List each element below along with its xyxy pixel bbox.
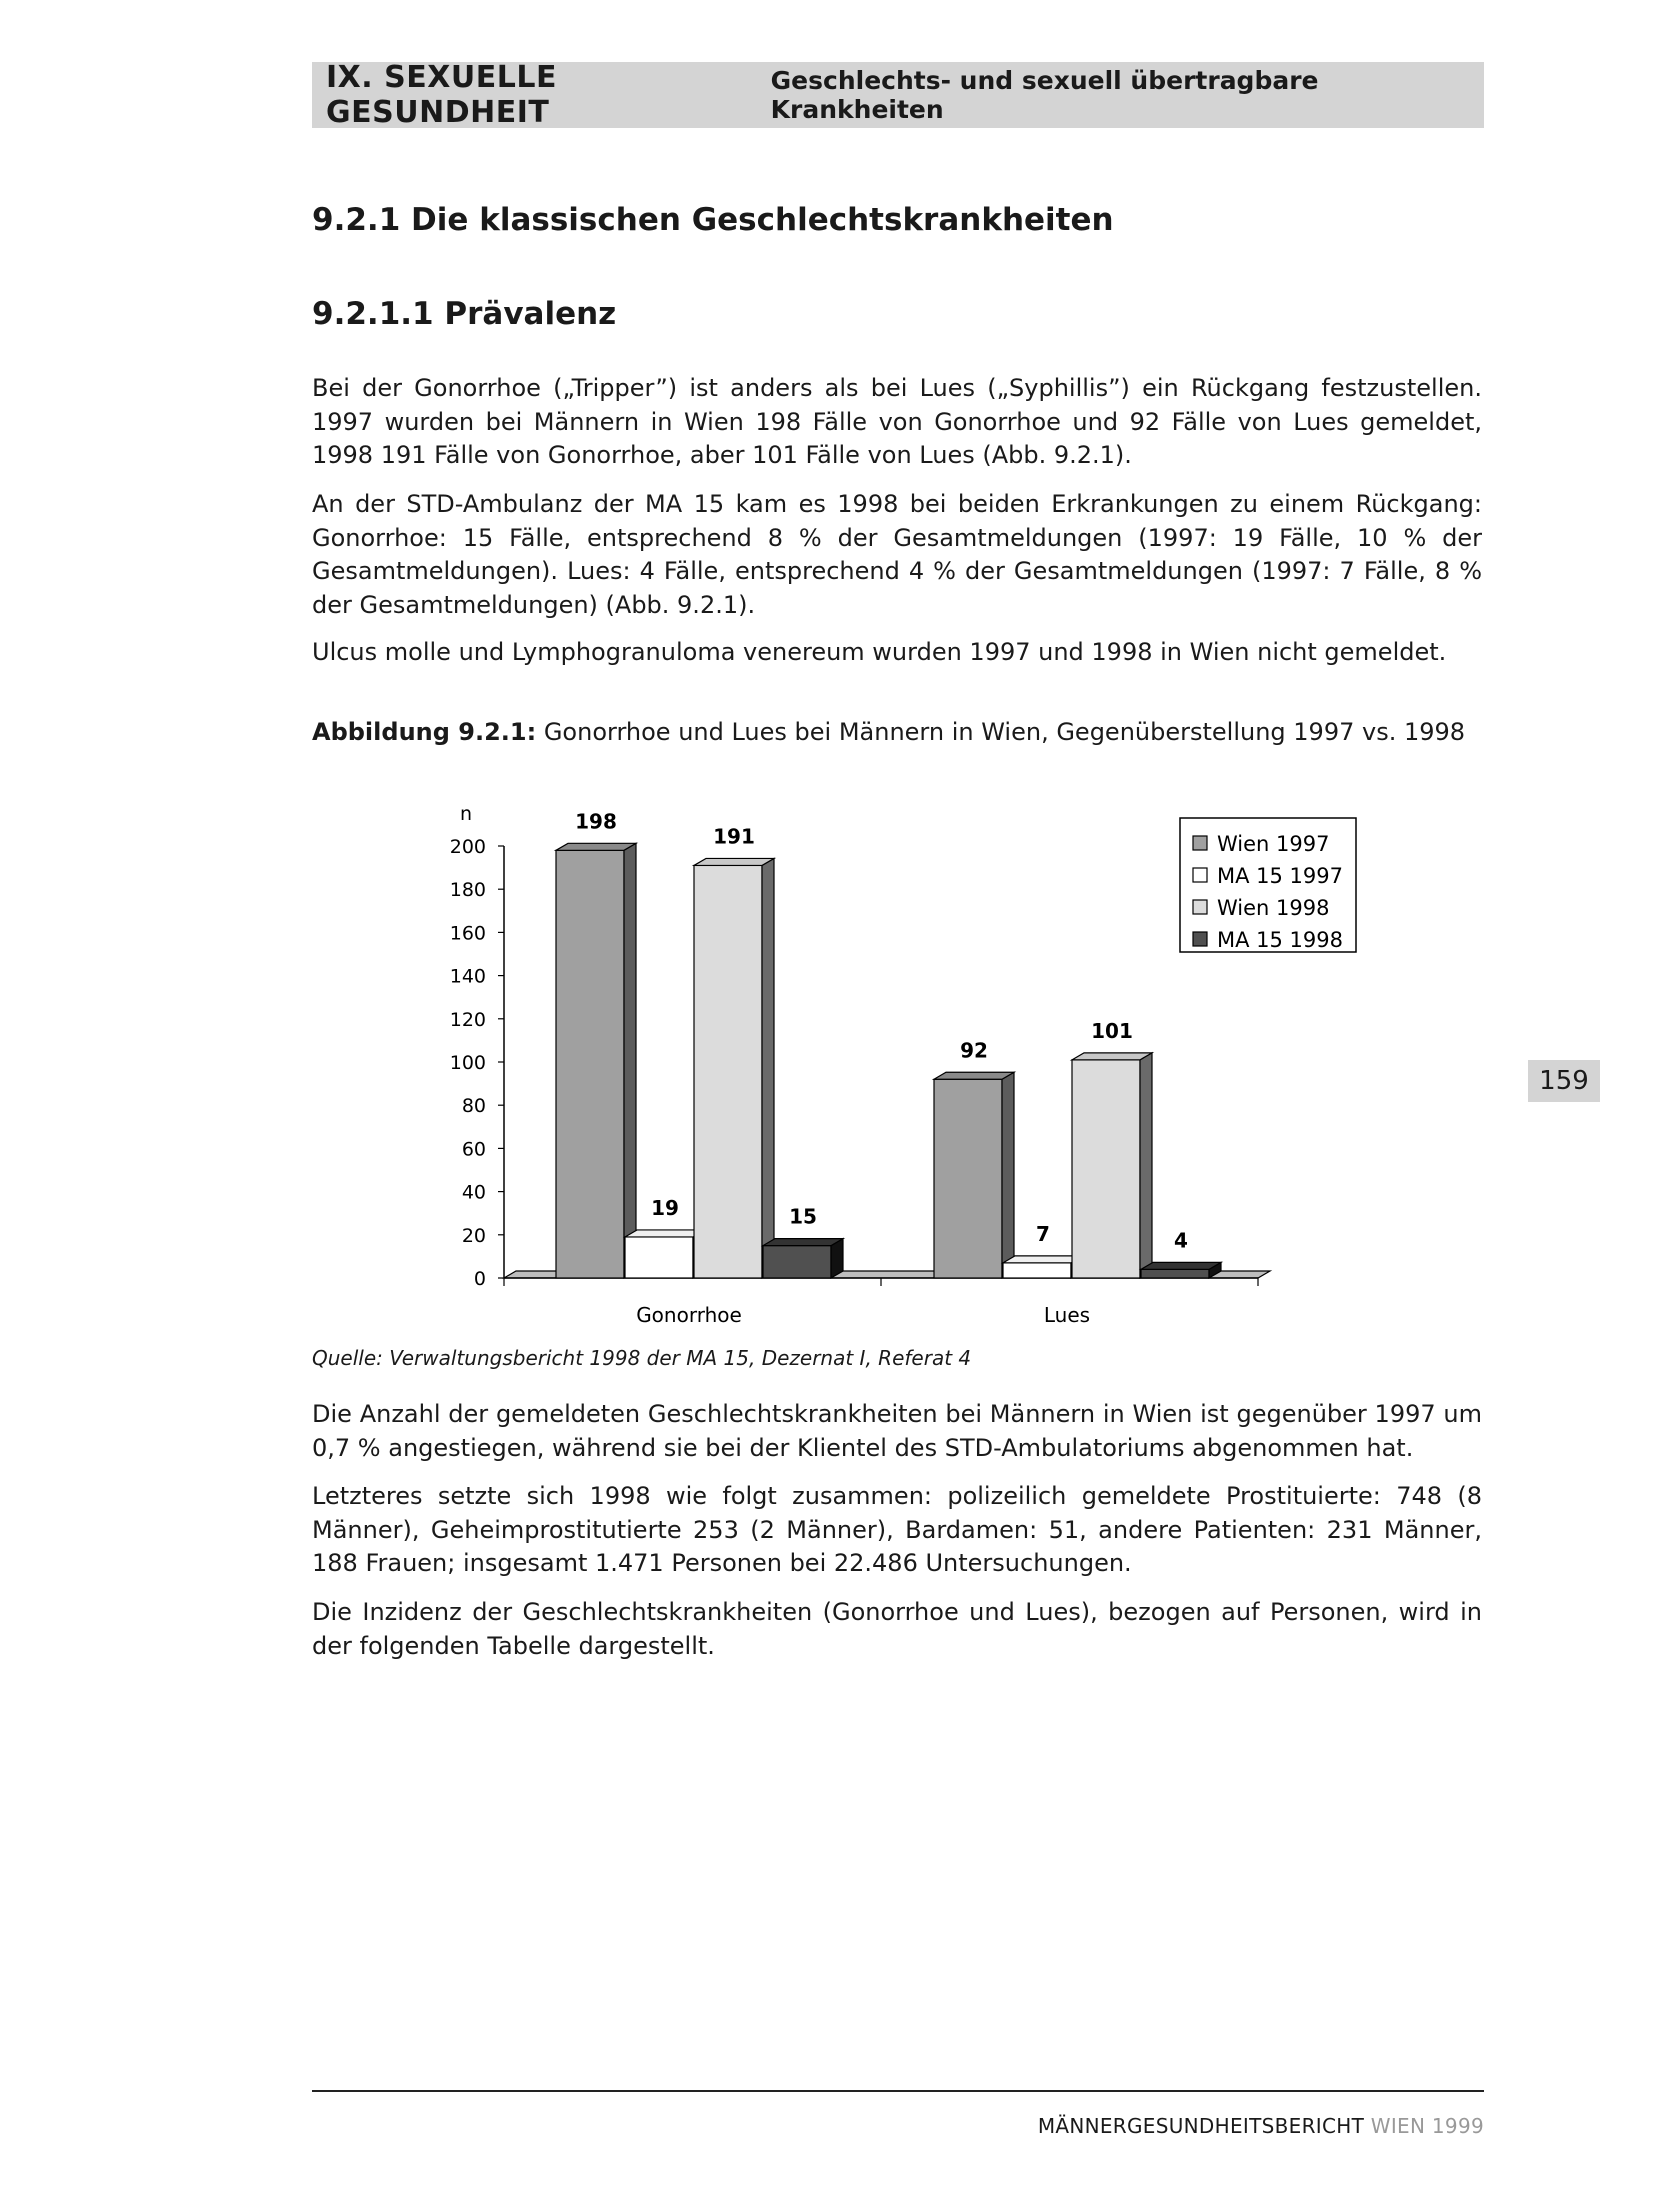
y-tick-label: 0	[473, 1268, 486, 1290]
y-tick-label: 60	[461, 1138, 486, 1161]
legend-swatch	[1193, 868, 1207, 882]
bar-top	[556, 843, 636, 850]
legend-swatch	[1193, 836, 1207, 850]
y-tick-label: 40	[461, 1181, 486, 1204]
paragraph-ulcus-molle: Ulcus molle und Lymphogranuloma venereum wurden 1997 und 1998 in Wien nicht gemeldet.	[312, 638, 1447, 666]
figure-label: Abbildung 9.2.1:	[312, 718, 537, 746]
legend-swatch	[1193, 900, 1207, 914]
figure-caption-text: Gonorrhoe und Lues bei Männern in Wien, Gegenüberstellung 1997 vs. 1998	[536, 718, 1466, 746]
bar	[625, 1237, 693, 1278]
paragraph-prevalence: Bei der Gonorrhoe („Tripper”) ist anders als bei Lues („Syphillis”) ein Rückgang festzustellen. 1997 wurden bei Männern in Wien 198 Fälle von Gonorrhoe und 92 Fälle von Lues gemeldet, 1998 191 Fälle von Gonorrhoe, aber 101 Fälle von Lues (Abb. 9.2.1).	[312, 374, 1482, 469]
legend-entry: MA 15 1998	[1217, 928, 1343, 952]
bar-top	[1003, 1256, 1083, 1263]
bar-data-label: 92	[960, 1038, 988, 1063]
legend-swatch	[1193, 932, 1207, 946]
footer-title: MÄNNERGESUNDHEITSBERICHT	[1037, 2114, 1365, 2138]
bar	[1072, 1060, 1140, 1278]
bar	[934, 1079, 1002, 1278]
bar-top	[694, 858, 774, 865]
bar-side	[1002, 1072, 1014, 1278]
bar-data-label: 15	[789, 1204, 817, 1229]
bar-top	[625, 1230, 705, 1237]
chapter-subtitle: Geschlechts- und sexuell übertragbare Krankheiten	[770, 66, 1319, 124]
bar	[763, 1246, 831, 1278]
paragraph-increase: Die Anzahl der gemeldeten Geschlechtskrankheiten bei Männern in Wien ist gegenüber 1997 um 0,7 % angestiegen, während sie bei der Klientel des STD-Ambulatoriums abgenommen hat.	[312, 1400, 1482, 1462]
paragraph-incidence: Die Inzidenz der Geschlechtskrankheiten (Gonorrhoe und Lues), bezogen auf Personen, wird in der folgenden Tabelle dargestellt.	[312, 1598, 1482, 1660]
page-number: 159	[1528, 1060, 1600, 1102]
y-tick-label: 140	[449, 965, 486, 988]
paragraph-composition: Letzteres setzte sich 1998 wie folgt zusammen: polizeilich gemeldete Prostituierte: 748 (8 Männer), Geheimprostitutierte 253 (2 Männer), Bardamen: 51, andere Patienten: 231 Männer, 188 Frauen; insgesamt 1.471 Personen bei 22.486 Untersuchungen.	[312, 1482, 1482, 1577]
bar-side	[1140, 1053, 1152, 1278]
footer	[1038, 2114, 1484, 2138]
bar-top	[1141, 1262, 1221, 1269]
bar-data-label: 7	[1036, 1221, 1050, 1246]
bar	[556, 850, 624, 1278]
bar-top	[1072, 1053, 1152, 1060]
chapter-title: IX. SEXUELLE GESUNDHEIT	[326, 60, 557, 130]
y-tick-label: 160	[449, 922, 486, 945]
figure-source: Quelle: Verwaltungsbericht 1998 der MA 15, Dezernat I, Referat 4	[312, 1346, 972, 1370]
y-tick-label: 180	[449, 879, 486, 902]
bar-data-label: 19	[651, 1195, 679, 1220]
bar-data-label: 4	[1174, 1228, 1188, 1253]
paragraph-std-ambulanz: An der STD-Ambulanz der MA 15 kam es 1998 bei beiden Erkrankungen zu einem Rückgang: Gonorrhoe: 15 Fälle, entsprechend 8 % der Gesamtmeldungen (1997: 19 Fälle, 10 % der Gesamtmeldungen). Lues: 4 Fälle, entsprechend 4 % der Gesamtmeldungen (1997: 7 Fälle, 8 % der Gesamtmeldungen) (Abb. 9.2.1).	[312, 490, 1482, 619]
y-axis-label: n	[459, 803, 472, 825]
footer-subtitle: WIEN 1999	[1364, 2114, 1484, 2138]
legend-entry: MA 15 1997	[1217, 864, 1343, 888]
bar-side	[624, 843, 636, 1278]
bar-data-label: 191	[713, 824, 755, 849]
y-tick-label: 20	[461, 1224, 486, 1247]
bar	[1003, 1263, 1071, 1278]
bar-data-label: 101	[1091, 1018, 1133, 1043]
legend-entry: Wien 1998	[1217, 896, 1330, 920]
y-tick-label: 120	[449, 1008, 486, 1031]
bar	[1141, 1269, 1209, 1278]
bar-side	[762, 858, 774, 1278]
legend-entry: Wien 1997	[1217, 832, 1330, 856]
subsection-heading: 9.2.1.1 Prävalenz	[312, 296, 617, 332]
bar	[694, 865, 762, 1278]
bar-top	[763, 1239, 843, 1246]
bar-top	[934, 1072, 1014, 1079]
y-tick-label: 200	[449, 836, 486, 858]
y-tick-label: 80	[461, 1095, 486, 1118]
footer-rule	[312, 2090, 1484, 2092]
y-tick-label: 100	[449, 1052, 486, 1074]
section-heading: 9.2.1 Die klassischen Geschlechtskrankheiten	[312, 202, 1114, 238]
x-category-label: Lues	[1043, 1303, 1091, 1327]
x-category-label: Gonorrhoe	[636, 1303, 742, 1327]
bar-data-label: 198	[575, 809, 617, 834]
